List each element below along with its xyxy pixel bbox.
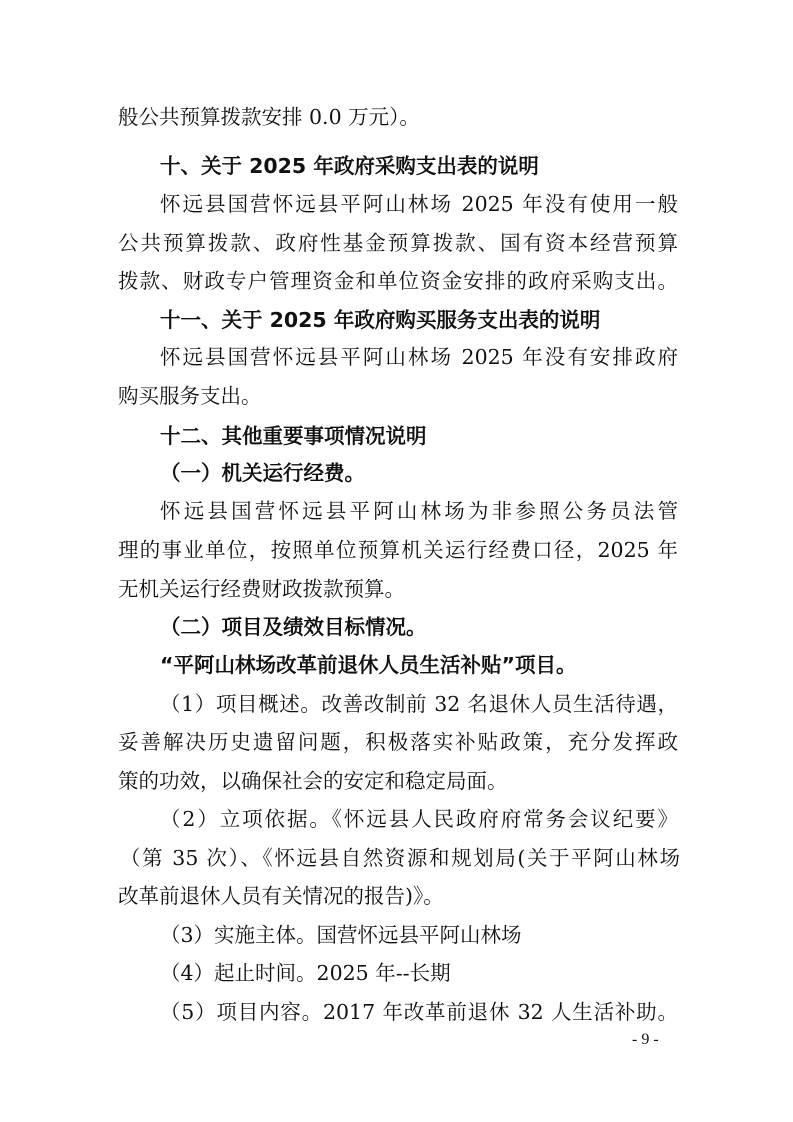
text-line: 改革前退休人员有关情况的报告)》。 — [118, 884, 444, 908]
text-line: 怀远县国营怀远县平阿山林场为非参照公务员法管 — [160, 499, 678, 523]
text-line: 怀远县国营怀远县平阿山林场 2025 年没有使用一般 — [160, 192, 678, 216]
text-line: 妥善解决历史遗留问题，积极落实补贴政策，充分发挥政 — [118, 730, 678, 754]
page-number: - 9 - — [632, 1031, 659, 1048]
section-heading: 十、关于 2025 年政府采购支出表的说明 — [160, 154, 539, 178]
section-heading: 十一、关于 2025 年政府购买服务支出表的说明 — [160, 308, 601, 332]
text-line: 理的事业单位，按照单位预算机关运行经费口径，2025 年 — [118, 538, 678, 562]
text-line: 无机关运行经费财政拨款预算。 — [118, 577, 405, 601]
text-line: （1）项目概述。改善改制前 32 名退休人员生活待遇， — [160, 692, 678, 716]
text-line: 拨款、财政专户管理资金和单位资金安排的政府采购支出。 — [118, 269, 678, 293]
section-heading: 十二、其他重要事项情况说明 — [160, 424, 427, 448]
text-line: （2）立项依据。《怀远县人民政府府常务会议纪要》 — [160, 807, 678, 831]
text-line: （5）项目内容。2017 年改革前退休 32 人生活补助。 — [160, 1000, 678, 1024]
text-line: 般公共预算拨款安排 0.0 万元）。 — [118, 105, 420, 129]
text-line: 购买服务支出。 — [118, 384, 262, 408]
text-line: 公共预算拨款、政府性基金预算拨款、国有资本经营预算 — [118, 231, 678, 255]
text-line: 策的功效，以确保社会的安定和稳定局面。 — [118, 769, 508, 793]
text-line: （3）实施主体。国营怀远县平阿山林场 — [160, 923, 522, 947]
subsection-heading: （一）机关运行经费。 — [160, 461, 365, 485]
text-line: （4）起止时间。2025 年--长期 — [160, 961, 451, 985]
subsection-heading: （二）项目及绩效目标情况。 — [160, 615, 427, 639]
text-line: 怀远县国营怀远县平阿山林场 2025 年没有安排政府 — [160, 345, 678, 369]
project-title: “平阿山林场改革前退休人员生活补贴”项目。 — [160, 653, 577, 677]
text-line: （第 35 次）、《怀远县自然资源和规划局(关于平阿山林场 — [120, 846, 680, 870]
